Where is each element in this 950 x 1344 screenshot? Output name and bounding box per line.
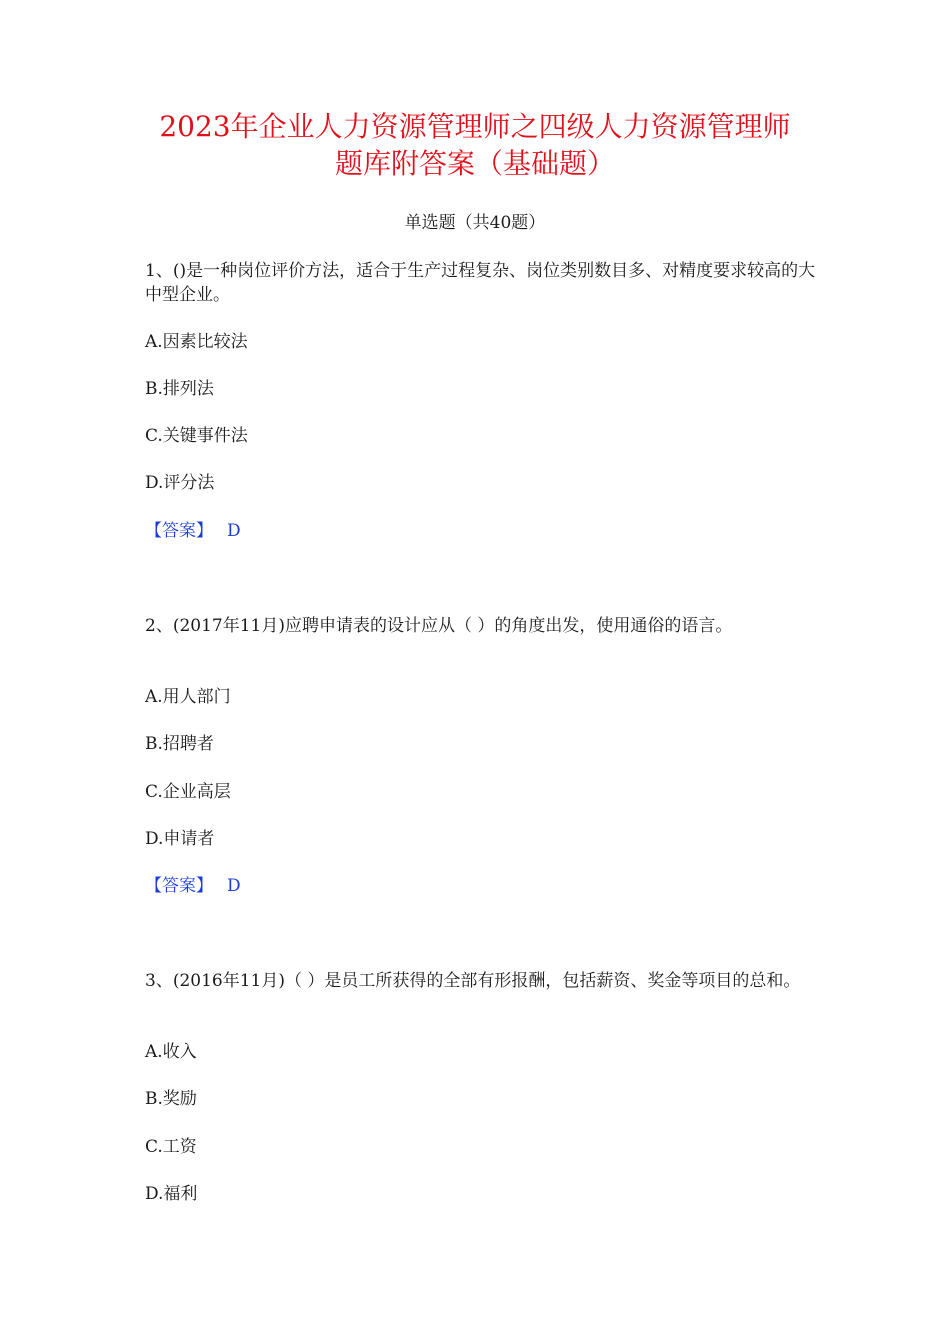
question-3-option-d: D.福利 — [145, 1184, 198, 1204]
question-3-option-c: C.工资 — [145, 1137, 197, 1157]
question-2-option-c: C.企业高层 — [145, 782, 231, 802]
question-2-answer — [145, 874, 241, 898]
question-3-text: 3、(2016年11月)（ ）是员工所获得的全部有形报酬，包括薪资、奖金等项目的总和。 — [145, 971, 801, 991]
question-1-answer — [145, 519, 241, 543]
question-1-option-b: B.排列法 — [145, 379, 214, 399]
question-1-option-d: D.评分法 — [145, 473, 215, 493]
section-heading: 单选题（共40题） — [404, 213, 546, 233]
question-1-text: 1、()是一种岗位评价方法，适合于生产过程复杂、岗位类别数目多、对精度要求较高的大中型企业。 — [145, 261, 816, 305]
question-1-option-c: C.关键事件法 — [145, 426, 248, 446]
question-2-option-b: B.招聘者 — [145, 734, 214, 754]
answer-value: D — [227, 521, 241, 541]
question-3-option-a: A.收入 — [145, 1042, 197, 1062]
question-2-text: 2、(2017年11月)应聘申请表的设计应从（ ）的角度出发，使用通俗的语言。 — [145, 616, 733, 636]
question-3-option-b: B.奖励 — [145, 1089, 197, 1109]
question-2-option-a: A.用人部门 — [145, 687, 231, 707]
document-title-line-2: 题库附答案（基础题） — [334, 147, 615, 180]
answer-label: 【答案】 — [145, 521, 213, 541]
question-2-option-d: D.申请者 — [145, 829, 215, 849]
answer-value: D — [227, 876, 241, 896]
question-1-option-a: A.因素比较法 — [145, 332, 248, 352]
document-title-line-1: 2023年企业人力资源管理师之四级人力资源管理师 — [159, 110, 791, 143]
answer-label: 【答案】 — [145, 876, 213, 896]
